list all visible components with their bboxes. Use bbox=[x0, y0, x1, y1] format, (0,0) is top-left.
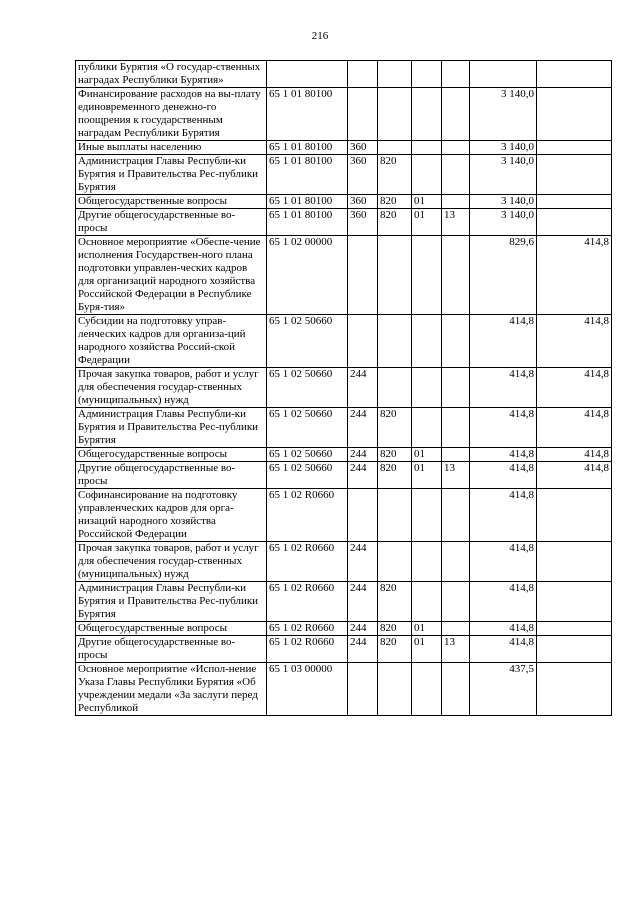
subsection-cell bbox=[442, 61, 470, 88]
section-cell bbox=[412, 542, 442, 582]
target-code-cell: 65 1 02 R0660 bbox=[267, 582, 348, 622]
amount-cell: 414,8 bbox=[470, 368, 537, 408]
expense-type-cell: 360 bbox=[348, 209, 378, 236]
amount-cell bbox=[470, 61, 537, 88]
amount-second-cell bbox=[537, 663, 612, 716]
expense-type-cell: 244 bbox=[348, 368, 378, 408]
amount-cell: 829,6 bbox=[470, 236, 537, 315]
target-code-cell bbox=[267, 61, 348, 88]
row-name-cell: Иные выплаты населению bbox=[76, 141, 267, 155]
expense-type-cell bbox=[348, 489, 378, 542]
expense-type-cell: 244 bbox=[348, 582, 378, 622]
target-code-cell: 65 1 01 80100 bbox=[267, 209, 348, 236]
amount-cell: 3 140,0 bbox=[470, 88, 537, 141]
target-code-cell: 65 1 02 50660 bbox=[267, 408, 348, 448]
page-number: 216 bbox=[311, 30, 329, 42]
section-cell bbox=[412, 155, 442, 195]
subsection-cell: 13 bbox=[442, 636, 470, 663]
amount-second-cell: 414,8 bbox=[537, 462, 612, 489]
target-code-cell: 65 1 02 00000 bbox=[267, 236, 348, 315]
expense-type-cell: 244 bbox=[348, 408, 378, 448]
ministry-code-cell: 820 bbox=[378, 209, 412, 236]
target-code-cell: 65 1 02 50660 bbox=[267, 448, 348, 462]
amount-second-cell: 414,8 bbox=[537, 448, 612, 462]
row-name-cell: Прочая закупка товаров, работ и услуг для обеспечения государ-ственных (муниципальных) нужд bbox=[76, 542, 267, 582]
expense-type-cell: 360 bbox=[348, 155, 378, 195]
row-name-cell: Другие общегосударственные во-просы bbox=[76, 209, 267, 236]
table-row bbox=[76, 489, 612, 542]
table-row bbox=[76, 408, 612, 448]
ministry-code-cell bbox=[378, 542, 412, 582]
target-code-cell: 65 1 01 80100 bbox=[267, 141, 348, 155]
subsection-cell: 13 bbox=[442, 209, 470, 236]
table-row bbox=[76, 315, 612, 368]
expense-type-cell bbox=[348, 88, 378, 141]
subsection-cell bbox=[442, 408, 470, 448]
amount-second-cell bbox=[537, 542, 612, 582]
subsection-cell bbox=[442, 489, 470, 542]
section-cell bbox=[412, 663, 442, 716]
table-row bbox=[76, 663, 612, 716]
expense-type-cell: 244 bbox=[348, 448, 378, 462]
amount-cell: 437,5 bbox=[470, 663, 537, 716]
subsection-cell bbox=[442, 582, 470, 622]
ministry-code-cell: 820 bbox=[378, 195, 412, 209]
expense-type-cell: 244 bbox=[348, 542, 378, 582]
section-cell bbox=[412, 61, 442, 88]
ministry-code-cell bbox=[378, 663, 412, 716]
row-name-cell: Финансирование расходов на вы-плату единовременного денежно-го поощрения к государственным наградам Республики Бурятия bbox=[76, 88, 267, 141]
expense-type-cell bbox=[348, 61, 378, 88]
section-cell bbox=[412, 582, 442, 622]
subsection-cell bbox=[442, 155, 470, 195]
row-name-cell: Другие общегосударственные во-просы bbox=[76, 636, 267, 663]
row-name-cell: Основное мероприятие «Обеспе-чение исполнения Государствен-ного плана подготовки управлен-ческих кадров для организаций народного хозяйства Российской Федерации в Республике Буря-тия» bbox=[76, 236, 267, 315]
amount-cell: 414,8 bbox=[470, 315, 537, 368]
ministry-code-cell: 820 bbox=[378, 622, 412, 636]
ministry-code-cell bbox=[378, 141, 412, 155]
subsection-cell bbox=[442, 315, 470, 368]
table-row bbox=[76, 448, 612, 462]
amount-cell: 414,8 bbox=[470, 489, 537, 542]
subsection-cell: 13 bbox=[442, 462, 470, 489]
amount-second-cell bbox=[537, 155, 612, 195]
section-cell: 01 bbox=[412, 462, 442, 489]
amount-cell: 414,8 bbox=[470, 636, 537, 663]
table-row bbox=[76, 462, 612, 489]
amount-second-cell: 414,8 bbox=[537, 315, 612, 368]
table-row bbox=[76, 141, 612, 155]
expense-type-cell: 244 bbox=[348, 636, 378, 663]
section-cell: 01 bbox=[412, 448, 442, 462]
target-code-cell: 65 1 02 50660 bbox=[267, 462, 348, 489]
subsection-cell bbox=[442, 141, 470, 155]
amount-second-cell bbox=[537, 636, 612, 663]
expense-type-cell: 360 bbox=[348, 195, 378, 209]
ministry-code-cell: 820 bbox=[378, 448, 412, 462]
table-row bbox=[76, 582, 612, 622]
section-cell: 01 bbox=[412, 195, 442, 209]
section-cell bbox=[412, 141, 442, 155]
section-cell bbox=[412, 368, 442, 408]
section-cell bbox=[412, 315, 442, 368]
amount-second-cell: 414,8 bbox=[537, 236, 612, 315]
row-name-cell: Администрация Главы Республи-ки Бурятия и Правительства Рес-публики Бурятия bbox=[76, 582, 267, 622]
row-name-cell: Софинансирование на подготовку управленческих кадров для орга-низаций народного хозяйства Российской Федерации bbox=[76, 489, 267, 542]
subsection-cell bbox=[442, 88, 470, 141]
ministry-code-cell bbox=[378, 61, 412, 88]
target-code-cell: 65 1 01 80100 bbox=[267, 88, 348, 141]
ministry-code-cell bbox=[378, 236, 412, 315]
amount-cell: 3 140,0 bbox=[470, 195, 537, 209]
amount-second-cell bbox=[537, 141, 612, 155]
amount-second-cell bbox=[537, 61, 612, 88]
amount-cell: 414,8 bbox=[470, 542, 537, 582]
row-name-cell: Администрация Главы Республи-ки Бурятия и Правительства Рес-публики Бурятия bbox=[76, 408, 267, 448]
ministry-code-cell bbox=[378, 368, 412, 408]
amount-cell: 414,8 bbox=[470, 582, 537, 622]
expense-type-cell bbox=[348, 315, 378, 368]
expense-type-cell bbox=[348, 236, 378, 315]
section-cell bbox=[412, 88, 442, 141]
row-name-cell: Администрация Главы Республи-ки Бурятия и Правительства Рес-публики Бурятия bbox=[76, 155, 267, 195]
amount-second-cell bbox=[537, 209, 612, 236]
row-name-cell: публики Бурятия «О государ-ственных наградах Республики Бурятия» bbox=[76, 61, 267, 88]
target-code-cell: 65 1 01 80100 bbox=[267, 155, 348, 195]
row-name-cell: Субсидии на подготовку управ-ленческих кадров для организа-ций народного хозяйства Россий-ской Федерации bbox=[76, 315, 267, 368]
ministry-code-cell: 820 bbox=[378, 462, 412, 489]
expense-type-cell: 360 bbox=[348, 141, 378, 155]
ministry-code-cell bbox=[378, 489, 412, 542]
amount-second-cell bbox=[537, 88, 612, 141]
subsection-cell bbox=[442, 236, 470, 315]
ministry-code-cell: 820 bbox=[378, 582, 412, 622]
table-row bbox=[76, 622, 612, 636]
table-row bbox=[76, 236, 612, 315]
ministry-code-cell: 820 bbox=[378, 636, 412, 663]
ministry-code-cell bbox=[378, 88, 412, 141]
row-name-cell: Другие общегосударственные во-просы bbox=[76, 462, 267, 489]
amount-second-cell bbox=[537, 622, 612, 636]
target-code-cell: 65 1 01 80100 bbox=[267, 195, 348, 209]
amount-second-cell: 414,8 bbox=[537, 408, 612, 448]
section-cell: 01 bbox=[412, 209, 442, 236]
amount-cell: 414,8 bbox=[470, 462, 537, 489]
subsection-cell bbox=[442, 542, 470, 582]
amount-cell: 3 140,0 bbox=[470, 141, 537, 155]
budget-table-body bbox=[76, 61, 612, 716]
section-cell bbox=[412, 236, 442, 315]
target-code-cell: 65 1 03 00000 bbox=[267, 663, 348, 716]
amount-second-cell bbox=[537, 582, 612, 622]
section-cell: 01 bbox=[412, 636, 442, 663]
row-name-cell: Общегосударственные вопросы bbox=[76, 622, 267, 636]
section-cell bbox=[412, 489, 442, 542]
target-code-cell: 65 1 02 R0660 bbox=[267, 542, 348, 582]
amount-cell: 3 140,0 bbox=[470, 155, 537, 195]
amount-second-cell: 414,8 bbox=[537, 368, 612, 408]
table-row bbox=[76, 61, 612, 88]
subsection-cell bbox=[442, 448, 470, 462]
section-cell: 01 bbox=[412, 622, 442, 636]
subsection-cell bbox=[442, 663, 470, 716]
table-row bbox=[76, 195, 612, 209]
table-row bbox=[76, 209, 612, 236]
row-name-cell: Общегосударственные вопросы bbox=[76, 448, 267, 462]
target-code-cell: 65 1 02 R0660 bbox=[267, 636, 348, 663]
table-row bbox=[76, 542, 612, 582]
subsection-cell bbox=[442, 622, 470, 636]
amount-cell: 414,8 bbox=[470, 408, 537, 448]
target-code-cell: 65 1 02 50660 bbox=[267, 368, 348, 408]
row-name-cell: Прочая закупка товаров, работ и услуг для обеспечения государ-ственных (муниципальных) нужд bbox=[76, 368, 267, 408]
table-row bbox=[76, 88, 612, 141]
section-cell bbox=[412, 408, 442, 448]
table-row bbox=[76, 636, 612, 663]
ministry-code-cell bbox=[378, 315, 412, 368]
target-code-cell: 65 1 02 R0660 bbox=[267, 489, 348, 542]
target-code-cell: 65 1 02 50660 bbox=[267, 315, 348, 368]
budget-table bbox=[75, 60, 612, 716]
amount-cell: 414,8 bbox=[470, 622, 537, 636]
table-row bbox=[76, 368, 612, 408]
target-code-cell: 65 1 02 R0660 bbox=[267, 622, 348, 636]
expense-type-cell: 244 bbox=[348, 622, 378, 636]
amount-second-cell bbox=[537, 489, 612, 542]
subsection-cell bbox=[442, 368, 470, 408]
row-name-cell: Общегосударственные вопросы bbox=[76, 195, 267, 209]
amount-cell: 414,8 bbox=[470, 448, 537, 462]
ministry-code-cell: 820 bbox=[378, 155, 412, 195]
amount-cell: 3 140,0 bbox=[470, 209, 537, 236]
table-row bbox=[76, 155, 612, 195]
row-name-cell: Основное мероприятие «Испол-нение Указа Главы Республики Бурятия «Об учреждении медали «За заслуги перед Республикой bbox=[76, 663, 267, 716]
ministry-code-cell: 820 bbox=[378, 408, 412, 448]
subsection-cell bbox=[442, 195, 470, 209]
amount-second-cell bbox=[537, 195, 612, 209]
expense-type-cell bbox=[348, 663, 378, 716]
expense-type-cell: 244 bbox=[348, 462, 378, 489]
